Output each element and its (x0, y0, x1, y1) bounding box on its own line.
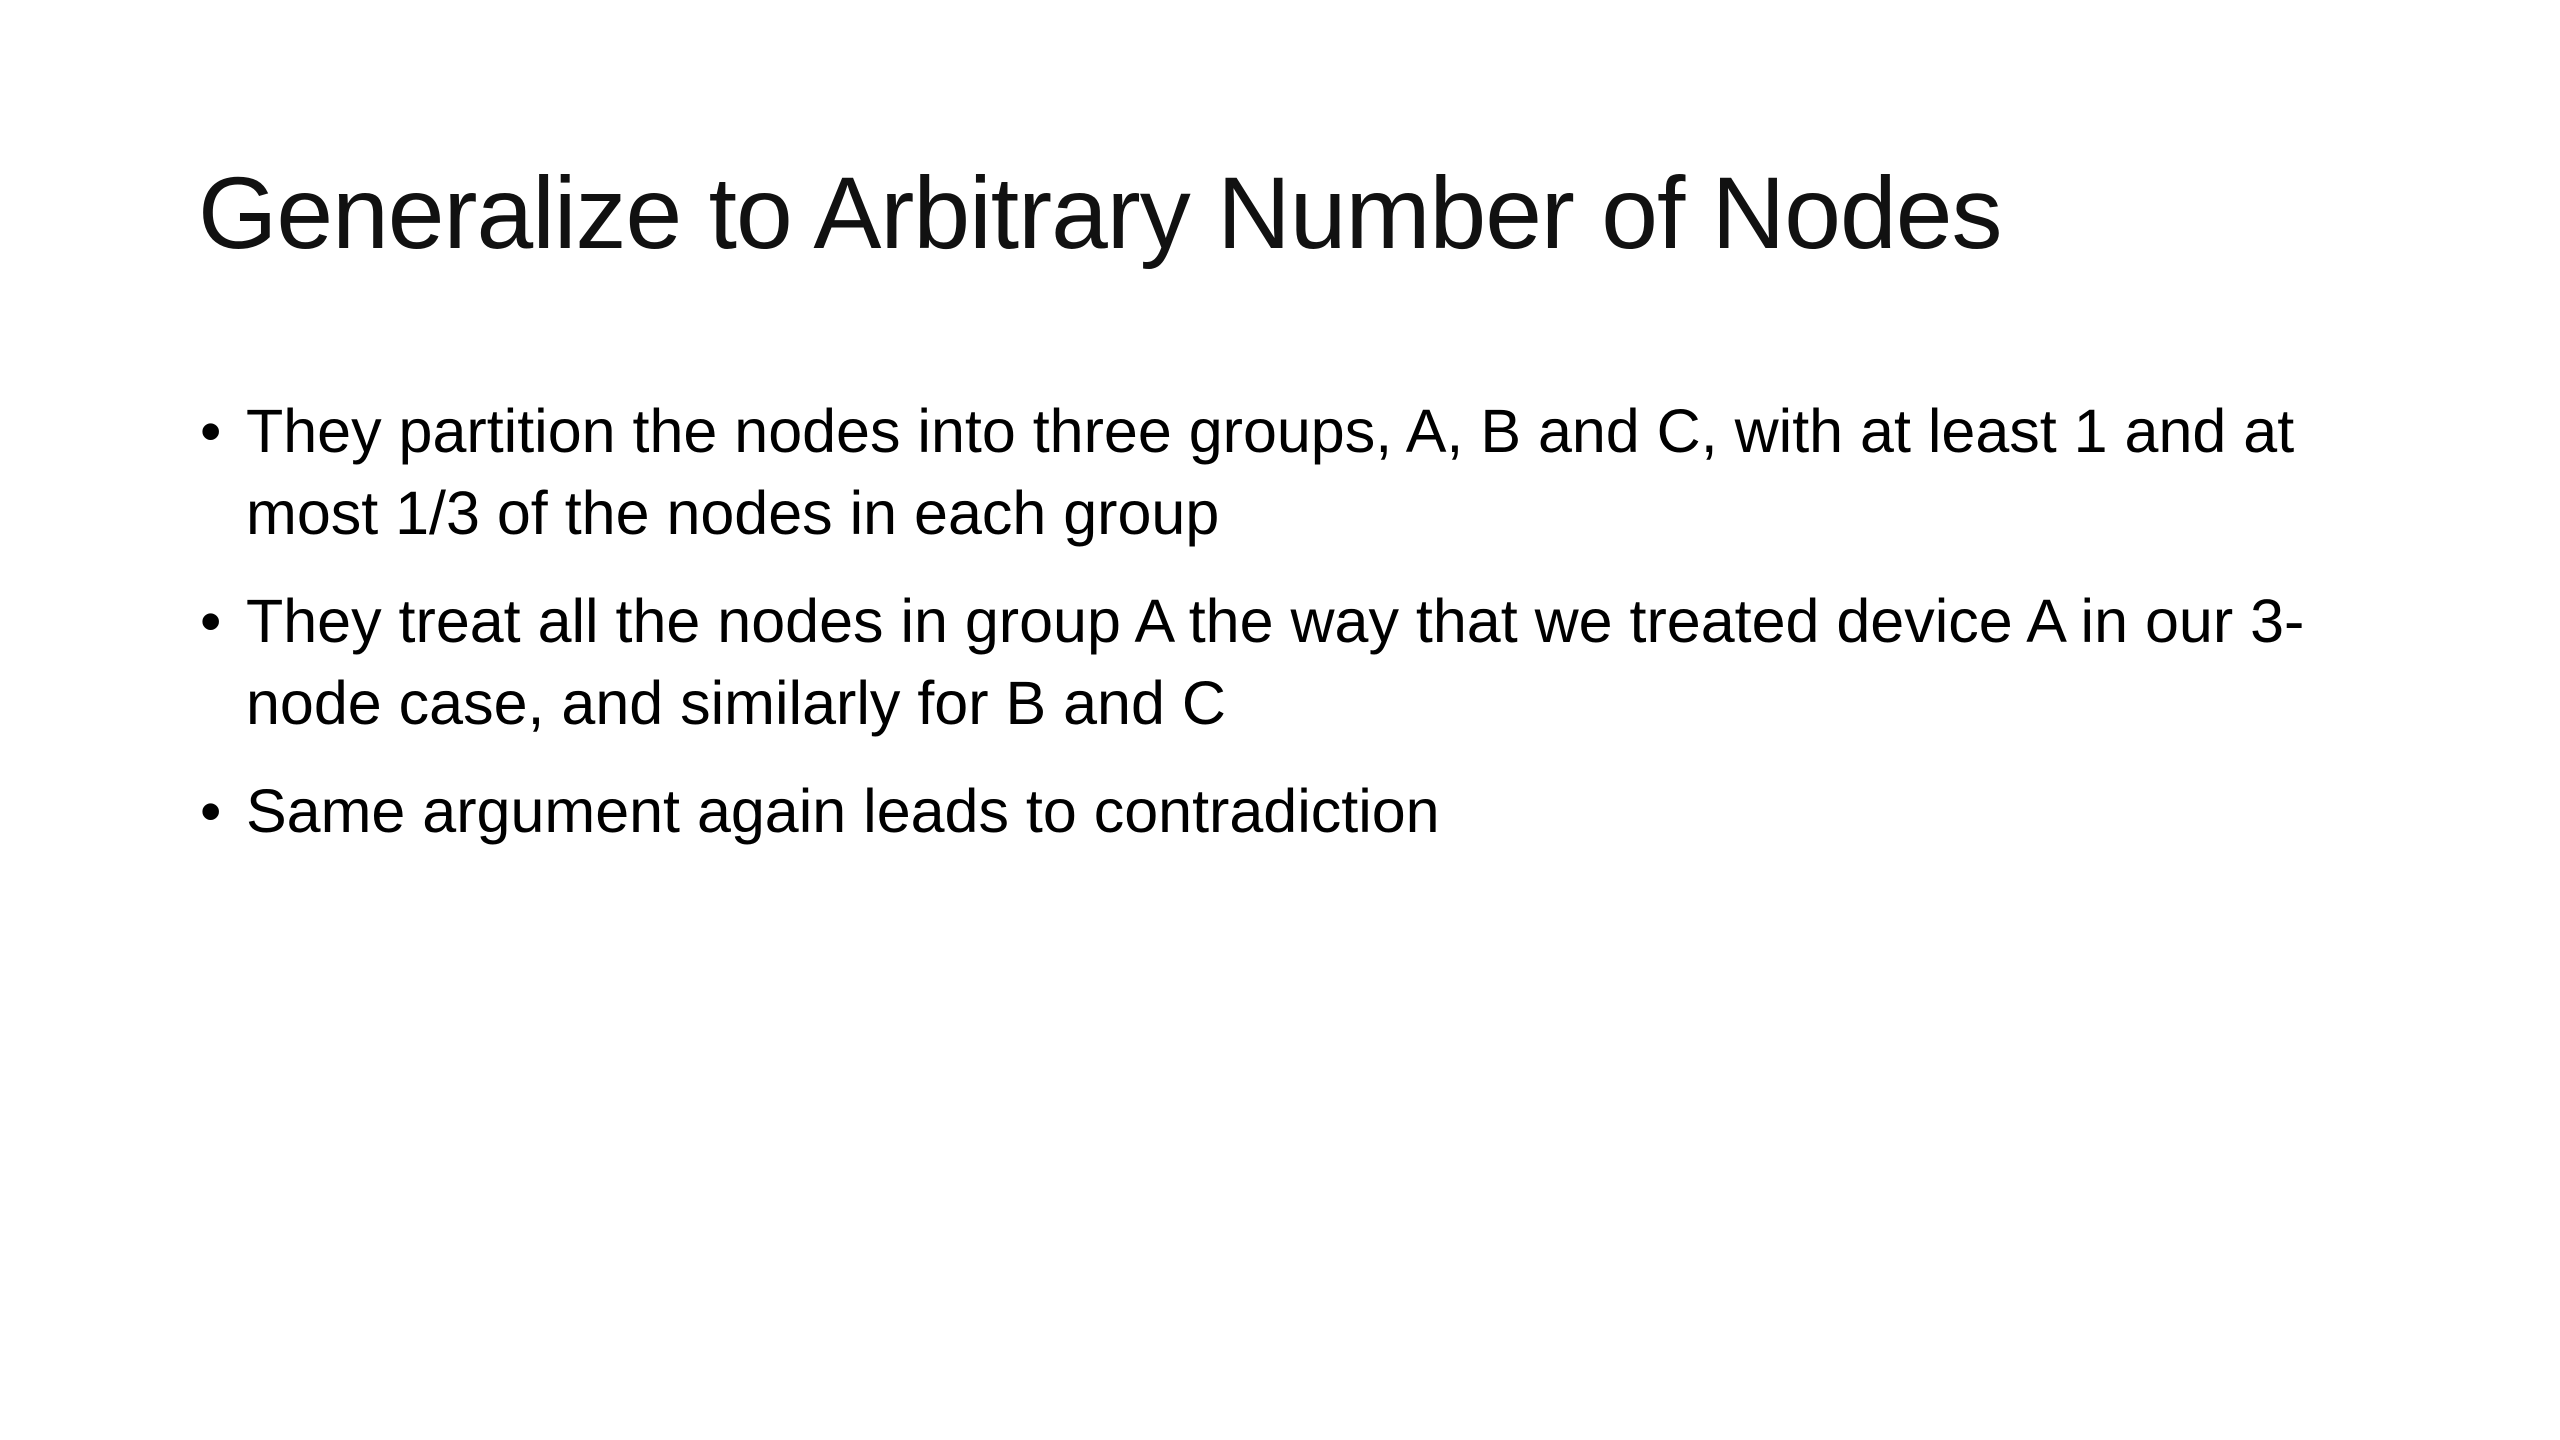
bullet-icon: • (200, 777, 222, 845)
slide-title: Generalize to Arbitrary Number of Nodes (198, 156, 2002, 270)
bullet-list (198, 390, 2398, 878)
bullet-item (198, 580, 2398, 744)
bullet-icon: • (200, 587, 222, 655)
bullet-text: They treat all the nodes in group A the way that we treated device A in our 3-node case, and similarly for B and C (246, 587, 2305, 737)
bullet-icon: • (200, 397, 222, 465)
bullet-item (198, 770, 2398, 852)
bullet-item (198, 390, 2398, 554)
bullet-text: Same argument again leads to contradiction (246, 777, 1440, 845)
bullet-text: They partition the nodes into three groups, A, B and C, with at least 1 and at most 1/3 of the nodes in each group (246, 397, 2295, 547)
